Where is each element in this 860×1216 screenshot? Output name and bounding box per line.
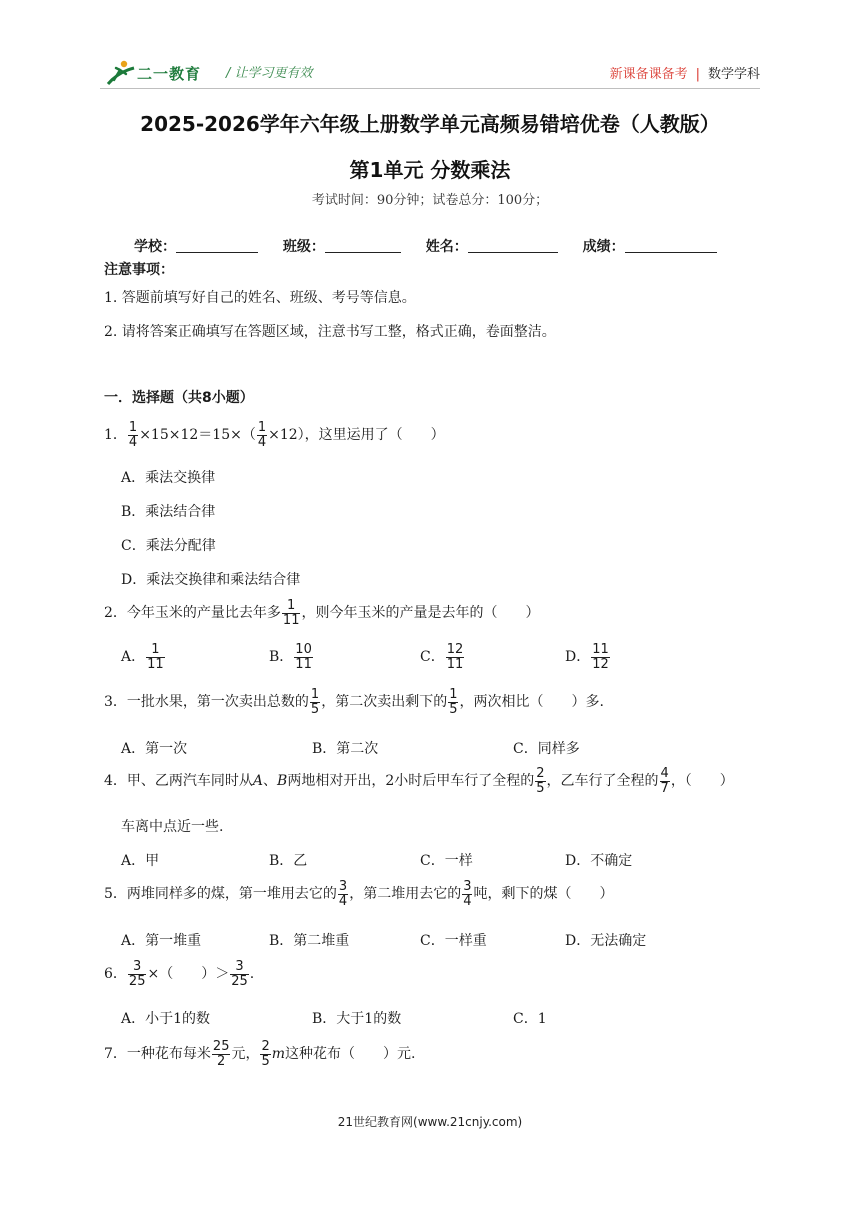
numerator: 1 — [310, 687, 320, 702]
question-text: ×（ ）＞ — [147, 966, 230, 983]
question-4 — [104, 767, 734, 795]
question-text: 两堆同样多的煤，第一堆用去它的 — [126, 886, 337, 903]
denominator: 4 — [128, 434, 138, 450]
question-text: 元， — [231, 1046, 260, 1063]
school-field[interactable] — [134, 236, 258, 256]
numerator: 3 — [463, 879, 472, 894]
q1-option-a[interactable]: A．乘法交换律 — [121, 470, 216, 486]
numerator: 1 — [128, 420, 138, 435]
question-text: ，第二堆用去它的 — [349, 886, 462, 903]
q2-option-b[interactable] — [269, 643, 314, 671]
question-2 — [104, 599, 539, 627]
q6-option-a[interactable]: A．小于1的数 — [121, 1011, 211, 1027]
q1-option-c[interactable]: C．乘法分配律 — [121, 538, 216, 554]
q2-option-c[interactable] — [420, 643, 465, 671]
question-7 — [104, 1040, 415, 1068]
question-text: ×15×12＝15×（ — [139, 427, 256, 444]
q5-option-c[interactable]: C．一样重 — [420, 933, 487, 949]
class-label: 班级： — [282, 239, 325, 255]
fraction — [591, 643, 610, 671]
numerator: 4 — [660, 766, 669, 781]
numerator: 1 — [257, 420, 267, 435]
question-number: 5． — [104, 886, 127, 903]
q3-option-a[interactable]: A．第一次 — [121, 741, 188, 757]
notice-item: 1. 答题前填写好自己的姓名、班级、考号等信息。 — [104, 290, 416, 306]
numerator: 2 — [261, 1039, 270, 1054]
name-blank[interactable] — [468, 238, 558, 253]
question-text: 甲、乙两汽车同时从 — [126, 773, 253, 790]
numerator: 2 — [536, 766, 545, 781]
question-number: 2． — [104, 605, 127, 622]
header-subject — [610, 63, 760, 82]
numerator: 1 — [282, 599, 301, 614]
question-text: 一种花布每米 — [126, 1046, 211, 1063]
fraction — [257, 421, 267, 449]
q1-option-b[interactable]: B．乘法结合律 — [121, 504, 216, 520]
numerator: 3 — [128, 960, 147, 975]
numerator: 3 — [230, 960, 249, 975]
q5-option-a[interactable]: A．第一堆重 — [121, 933, 202, 949]
header-divider — [100, 88, 760, 89]
question-number: 1． — [104, 427, 127, 444]
numerator: 10 — [295, 642, 312, 657]
question-number: 4． — [104, 773, 127, 790]
fraction — [128, 421, 138, 449]
question-text: ，（ ） — [670, 773, 734, 790]
q6-option-b[interactable]: B．大于1的数 — [312, 1011, 402, 1027]
fraction — [462, 880, 472, 908]
option-label: C． — [420, 649, 445, 666]
q2-option-a[interactable] — [121, 643, 166, 671]
question-text: 吨，剩下的煤（ ） — [473, 886, 614, 903]
option-label: A． — [121, 649, 146, 666]
fraction — [338, 880, 348, 908]
q5-option-b[interactable]: B．第二堆重 — [269, 933, 350, 949]
question-text: ，则今年玉米的产量是去年的（ ） — [301, 605, 540, 622]
header-tag: 新课备课备考 — [609, 67, 688, 82]
fraction — [128, 960, 147, 988]
numerator: 12 — [446, 642, 464, 657]
school-blank[interactable] — [176, 238, 258, 253]
q4-option-a[interactable]: A．甲 — [121, 853, 160, 869]
fraction — [310, 688, 320, 716]
school-label: 学校： — [134, 239, 176, 255]
header-subject-label: 数学学科 — [707, 67, 760, 82]
question-number: 7． — [104, 1046, 127, 1063]
question-number: 3． — [104, 694, 127, 711]
denominator: 5 — [261, 1053, 270, 1069]
q5-option-d[interactable]: D．无法确定 — [565, 933, 647, 949]
numerator: 3 — [338, 879, 348, 894]
fraction — [448, 688, 458, 716]
question-text: 这种花布（ ）元. — [285, 1046, 416, 1063]
denominator: 5 — [449, 701, 458, 717]
score-field[interactable] — [583, 236, 717, 256]
question-text: . — [249, 966, 255, 983]
q4-option-d[interactable]: D．不确定 — [565, 853, 633, 869]
numerator: 25 — [212, 1039, 230, 1054]
question-text: ×12），这里运用了（ ） — [268, 427, 445, 444]
question-4-line-2: 车离中点近一些. — [121, 819, 224, 835]
denominator: 4 — [338, 893, 348, 909]
page-footer: 21世纪教育网(www.21cnjy.com) — [337, 1115, 523, 1129]
q3-option-c[interactable]: C．同样多 — [513, 741, 580, 757]
unit-title: 第1单元 分数乘法 — [349, 158, 511, 182]
question-text: ，乙车行了全程的 — [546, 773, 659, 790]
denominator: 11 — [295, 656, 312, 672]
q1-option-d[interactable]: D．乘法交换律和乘法结合律 — [121, 572, 301, 588]
question-text: ，第二次卖出剩下的 — [321, 694, 448, 711]
brand-logo — [104, 58, 212, 88]
q4-option-c[interactable]: C．一样 — [420, 853, 473, 869]
fraction — [146, 643, 165, 671]
exam-info: 考试时间：90分钟；试卷总分：100分； — [311, 193, 549, 208]
fraction — [282, 599, 301, 627]
numerator: 1 — [146, 643, 165, 658]
fraction — [212, 1040, 231, 1068]
name-label: 姓名： — [425, 239, 468, 255]
q6-option-c[interactable]: C．1 — [513, 1011, 547, 1027]
q2-option-d[interactable] — [565, 643, 611, 671]
score-blank[interactable] — [625, 238, 717, 253]
denominator: 5 — [310, 701, 320, 717]
question-text: 一批水果，第一次卖出总数的 — [126, 694, 309, 711]
question-text: ，两次相比（ ）多. — [459, 694, 604, 711]
denominator: 7 — [660, 780, 669, 796]
denominator: 11 — [446, 656, 464, 672]
denominator: 5 — [536, 780, 545, 796]
denominator: 4 — [463, 893, 472, 909]
fraction — [294, 643, 313, 671]
question-5 — [104, 880, 613, 908]
notice-heading: 注意事项： — [104, 262, 174, 278]
q4-option-b[interactable]: B．乙 — [269, 853, 308, 869]
name-field[interactable] — [426, 236, 558, 256]
denominator: 25 — [231, 973, 248, 989]
section-title: 一．选择题（共8小题） — [104, 390, 254, 406]
logo-text: 二一教育 — [137, 65, 202, 83]
numerator: 11 — [592, 642, 609, 657]
q3-option-b[interactable]: B．第二次 — [312, 741, 379, 757]
fraction — [446, 643, 465, 671]
option-label: B． — [269, 649, 294, 666]
question-1 — [104, 421, 445, 449]
class-field[interactable] — [283, 236, 401, 256]
denominator: 4 — [257, 434, 267, 450]
numerator: 1 — [449, 687, 458, 702]
denominator: 11 — [147, 656, 164, 672]
notice-item: 2. 请将答案正确填写在答题区域，注意书写工整，格式正确，卷面整洁。 — [104, 324, 556, 340]
question-text: 、 — [263, 773, 278, 790]
student-info-fields — [134, 236, 737, 256]
denominator: 25 — [128, 973, 146, 989]
fraction — [230, 960, 249, 988]
runner-logo-icon — [104, 58, 136, 88]
denominator: 11 — [282, 612, 300, 628]
fraction — [660, 767, 670, 795]
point-a: A — [252, 773, 264, 790]
slogan: / 让学习更有效 — [226, 66, 313, 81]
question-text: 两地相对开出，2小时后甲车行了全程的 — [287, 773, 535, 790]
question-3 — [104, 688, 604, 716]
question-text: 今年玉米的产量比去年多 — [126, 605, 281, 622]
option-label: D． — [565, 649, 591, 666]
class-blank[interactable] — [325, 238, 401, 253]
denominator: 2 — [217, 1053, 226, 1069]
point-b: B — [277, 773, 288, 790]
denominator: 12 — [592, 656, 609, 672]
question-6 — [104, 960, 254, 988]
unit-m: m — [271, 1046, 286, 1063]
header-separator: | — [695, 67, 700, 82]
score-label: 成绩： — [582, 239, 625, 255]
page-title: 2025-2026学年六年级上册数学单元高频易错培优卷（人教版） — [140, 112, 720, 136]
question-number: 6． — [104, 966, 127, 983]
fraction — [535, 767, 545, 795]
fraction — [260, 1040, 270, 1068]
